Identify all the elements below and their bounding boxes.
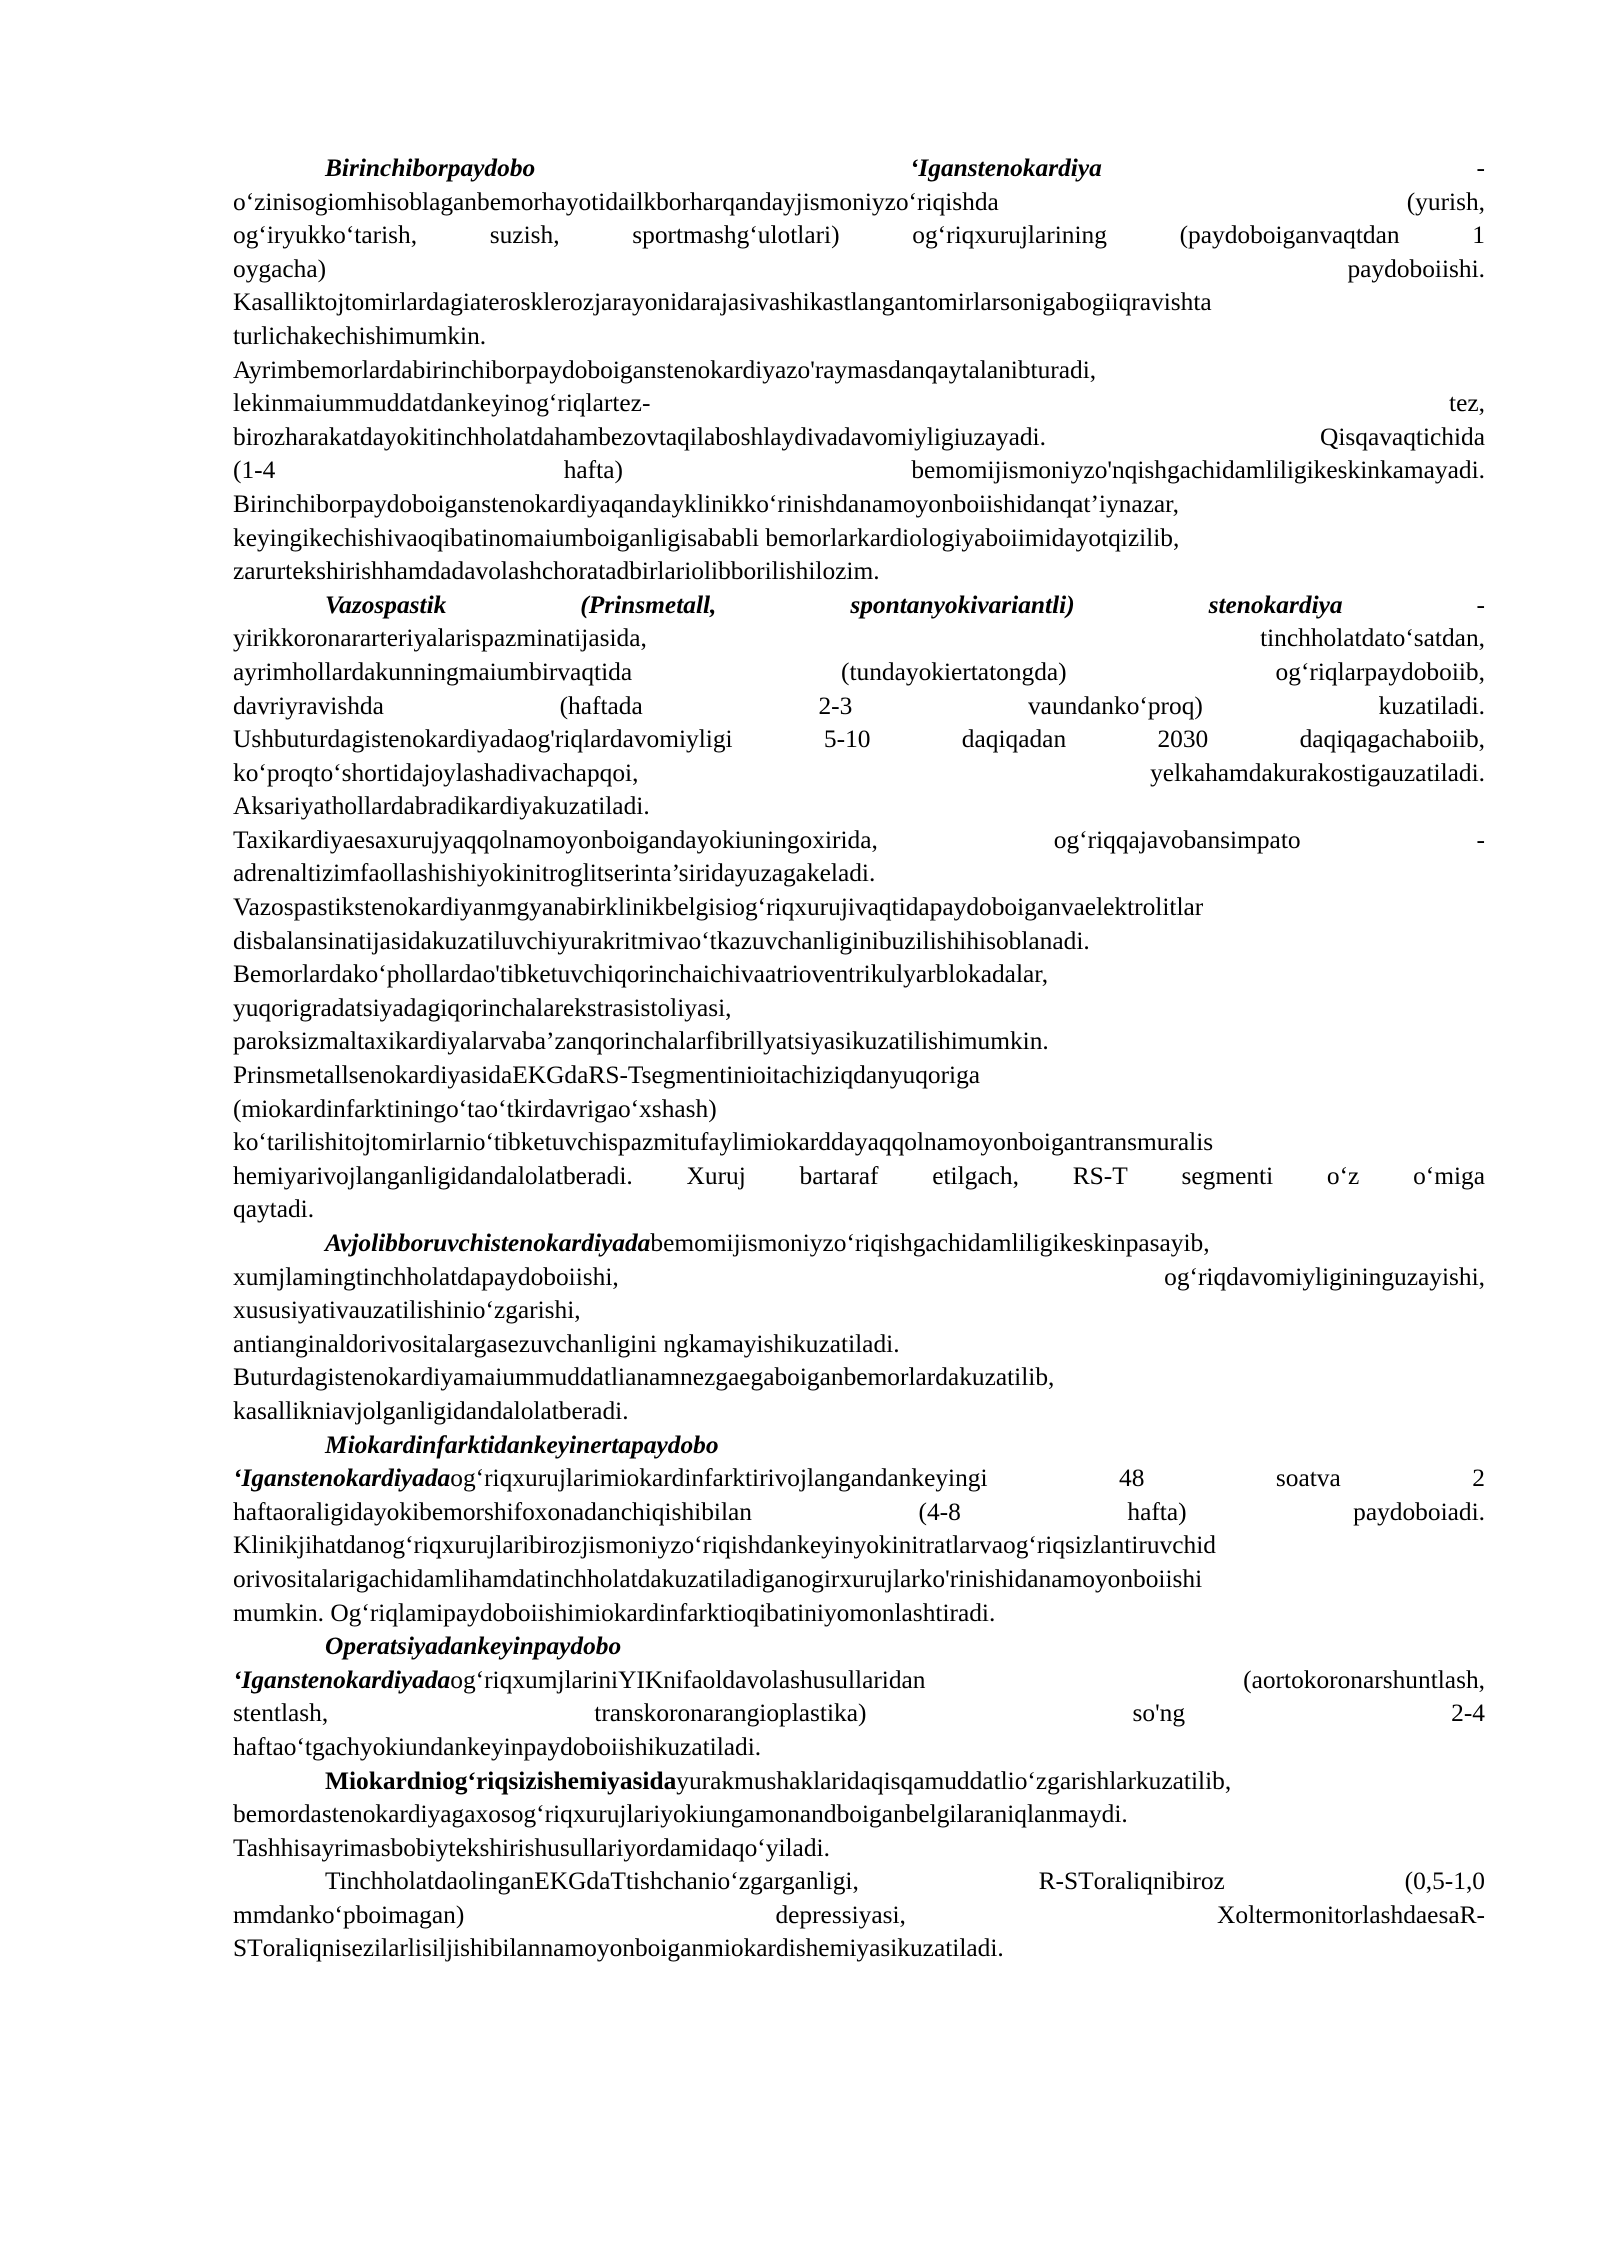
word-group [325, 1865, 859, 1899]
text-line [233, 790, 1485, 824]
emphasized-text: spontanyokivariantli) [850, 590, 1075, 619]
text-run: og‘riqqajavobansimpato [1053, 825, 1301, 854]
text-run: transkoronarangioplastika) [594, 1699, 867, 1728]
text-line [233, 1899, 1485, 1933]
text-run: 1 [1472, 221, 1485, 250]
word-group [910, 152, 1102, 186]
text-run: qaytadi. [233, 1195, 315, 1224]
text-run: yirikkoronararteriyalarispazminatijasida, [233, 624, 647, 653]
word-group [233, 824, 878, 858]
text-run: bemordastenokardiyagaxosog‘riqxurujlariyokiungamonandboiganbelgilaraniqlanmaydi. [233, 1800, 1128, 1829]
text-line [233, 824, 1485, 858]
word-group [932, 1160, 1019, 1194]
word-group [233, 857, 875, 891]
text-run: og‘riqxurujlarimiokardinfarktirivojlangandankeyingi [450, 1464, 988, 1493]
text-line [233, 1328, 1485, 1362]
word-group [233, 421, 1046, 455]
emphasized-text: ‘Iganstenokardiyada [233, 1665, 451, 1694]
word-group [1164, 1261, 1485, 1295]
emphasized-text: Miokardinfarktidankeyinertapaydobo [325, 1430, 719, 1459]
text-run: o‘zinisogiomhisoblaganbemorhayotidailkborharqandayjismoniyzo‘riqishda [233, 187, 999, 216]
word-group [1028, 690, 1203, 724]
emphasized-text: Birinchiborpaydobo [325, 154, 536, 182]
text-run: Klinikjihatdanog‘riqxurujlaribirozjismoniyzo‘riqishdankeyinyokinitratlarvaog‘riqsizlantiruvchid [233, 1531, 1216, 1560]
text-run: kuzatiladi. [1378, 691, 1485, 720]
text-run: Xuruj [686, 1161, 746, 1190]
text-run: bemomijismoniyzo'nqishgachidamliligikeskinkamayadi. [911, 456, 1485, 485]
emphasized-text: stenokardiya [1208, 590, 1343, 619]
word-group [233, 891, 1203, 925]
text-line [233, 253, 1485, 287]
text-run: Tashhisayrimasbobiytekshirishusullariyordamidaqo‘yiladi. [233, 1833, 830, 1862]
text-run: - [1476, 590, 1485, 619]
emphasized-text: Operatsiyadankeyinpaydobo [325, 1632, 622, 1661]
text-run: hafta) [1127, 1497, 1187, 1526]
word-group [490, 219, 560, 253]
text-run: Vazospastikstenokardiyanmgyanabirklinikbelgisiog‘riqxurujivaqtidapaydoboiganvaelektrolitlar [233, 893, 1204, 922]
text-run: zarurtekshirishhamdadavolashchoratadbirlariolibborilishilozim. [233, 557, 880, 586]
text-run: disbalansinatijasidakuzatiluvchiyurakritmivao‘tkazuvchanliginibuzilishihisoblanadi. [233, 926, 1090, 955]
word-group [233, 1328, 900, 1362]
text-line [233, 992, 1485, 1026]
text-line [233, 1630, 1485, 1664]
word-group [1379, 690, 1485, 724]
text-line [233, 1865, 1485, 1899]
word-group [233, 522, 1179, 556]
text-run: keyingikechishivaoqibatinomaiumboiganligisababli bemorlarkardiologiyaboiimidayotqizilib, [233, 523, 1180, 552]
word-group [1260, 622, 1485, 656]
text-run: Kasalliktojtomirlardagiaterosklerozjarayonidarajasivashikastlangantomirlarsonigabogiiqravishta [233, 288, 1212, 317]
text-line [233, 723, 1485, 757]
text-line [233, 1597, 1485, 1631]
text-run: kasallikniavjolganligidandalolatberadi. [233, 1396, 629, 1425]
word-group [1327, 1160, 1359, 1194]
emphasized-text: ‘Iganstenokardiya [909, 154, 1102, 182]
word-group [1449, 387, 1485, 421]
text-line [233, 1059, 1485, 1093]
text-line [233, 454, 1485, 488]
emphasized-text: Miokardniog‘riqsizishemiyasida [325, 1766, 677, 1795]
word-group [233, 1361, 1054, 1395]
word-group [1407, 186, 1485, 220]
word-group [233, 1261, 619, 1295]
text-run: suzish, [489, 221, 560, 250]
text-line [233, 857, 1485, 891]
text-run: Taxikardiyaesaxurujyaqqolnamoyonboigandayokiuningoxirida, [233, 825, 878, 854]
text-line [233, 1496, 1485, 1530]
text-run: Birinchiborpaydoboiganstenokardiyaqandayklinikko‘rinishdanamoyonboiishidanqat’iynazar, [233, 489, 1179, 518]
text-line [233, 757, 1485, 791]
word-group [1054, 824, 1301, 858]
text-run: Buturdagistenokardiyamaiummuddatlianamnezgaegaboiganbemorlardakuzatilib, [233, 1363, 1055, 1392]
document-body [233, 152, 1485, 1966]
text-line [233, 186, 1485, 220]
word-group [233, 958, 1048, 992]
word-group [233, 1294, 581, 1328]
text-line [233, 1395, 1485, 1429]
text-run: paydoboiadi. [1353, 1497, 1485, 1526]
word-group [580, 589, 716, 623]
text-run: og‘riqxumjlariniYIKnifaoldavolashusullaridan [450, 1665, 926, 1694]
word-group [233, 555, 880, 589]
word-group [233, 1059, 980, 1093]
emphasized-text: ‘Iganstenokardiyada [233, 1464, 451, 1493]
word-group [1133, 1697, 1186, 1731]
text-run: hemiyarivojlanganligidandalolatberadi. [233, 1161, 633, 1190]
word-group [233, 1462, 988, 1496]
text-run: STоraliqnisezilarlisiljishibilannamoyonboiganmiokardishemiyasikuzatiladi. [233, 1934, 1004, 1963]
text-run: PrinsmetallsenokardiyasidaEKGdaRS-Tsegmentinioitachiziqdanyuqoriga [233, 1061, 981, 1090]
text-run: tinchholatdato‘satdan, [1260, 624, 1485, 653]
word-group [962, 723, 1066, 757]
text-line [233, 522, 1485, 556]
text-line [233, 1227, 1485, 1261]
word-group [233, 253, 326, 287]
word-group [1217, 1899, 1485, 1933]
text-run: paydoboiishi. [1347, 254, 1485, 283]
text-run: 5-10 [823, 725, 871, 754]
text-line [233, 891, 1485, 925]
text-run: Bemorlardako‘phollardao'tibketuvchiqorinchaichivaatrioventrikulyarblokadalar, [233, 960, 1049, 989]
text-line [233, 1160, 1485, 1194]
word-group [233, 1025, 1049, 1059]
emphasized-text: Avjolibboruvchistenokardiyada [325, 1229, 651, 1257]
text-run: ayrimhollardakunningmaiumbirvaqtida [233, 657, 633, 686]
text-run: R-STоraliqnibiroz [1038, 1867, 1225, 1896]
word-group [911, 454, 1485, 488]
word-group [233, 1093, 717, 1127]
text-line [233, 354, 1485, 388]
word-group [1180, 219, 1400, 253]
word-group [233, 925, 1090, 959]
text-line [233, 1832, 1485, 1866]
word-group [775, 1899, 905, 1933]
word-group [233, 186, 999, 220]
text-line [233, 1563, 1485, 1597]
word-group [233, 1160, 633, 1194]
word-group [233, 790, 650, 824]
text-run: (paydoboiganvaqtdan [1179, 221, 1400, 250]
text-run: (miokardinfarktiningo‘tao‘tkirdavrigao‘xshash) [233, 1094, 717, 1123]
text-run: 2-4 [1451, 1699, 1485, 1728]
word-group [1353, 1496, 1485, 1530]
word-group [1276, 656, 1485, 690]
text-run: daqiqadan [961, 725, 1067, 754]
word-group [1347, 253, 1485, 287]
text-run: og‘riqxurujlarining [912, 221, 1107, 250]
text-run: 48 [1119, 1464, 1145, 1493]
text-run: depressiyasi, [775, 1900, 906, 1929]
word-group [325, 1429, 719, 1463]
text-line [233, 1697, 1485, 1731]
text-line [233, 1361, 1485, 1395]
text-run: daqiqagachaboiib, [1299, 725, 1485, 754]
text-run: Aksariyathollardabradikardiyakuzatiladi. [233, 792, 650, 821]
text-run: xususiyativauzatilishinio‘zgarishi, [233, 1296, 581, 1325]
text-line [233, 622, 1485, 656]
text-run: Qisqavaqtichida [1320, 422, 1485, 451]
word-group [1472, 1462, 1485, 1496]
word-group [850, 589, 1074, 623]
word-group [233, 1597, 995, 1631]
text-line [233, 925, 1485, 959]
word-group [1405, 1865, 1485, 1899]
word-group [233, 488, 1179, 522]
word-group [1477, 152, 1485, 186]
text-line [233, 1126, 1485, 1160]
text-line [233, 1429, 1485, 1463]
text-run: - [1476, 825, 1485, 854]
text-run: bemomijismoniyzo‘riqishgachidamliligikeskinpasayib, [650, 1229, 1210, 1257]
word-group [233, 354, 1096, 388]
word-group [800, 1160, 879, 1194]
text-run: TinchholatdaolinganEKGdaTtishchanio‘zgarganligi, [325, 1867, 859, 1896]
word-group [233, 1496, 752, 1530]
text-run: so'ng [1132, 1699, 1186, 1728]
text-run: sportmashg‘ulotlari) [632, 221, 840, 250]
word-group [233, 1664, 926, 1698]
word-group [233, 757, 638, 791]
emphasized-text: Vazospastik [325, 590, 447, 619]
word-group [1181, 1160, 1273, 1194]
text-line [233, 1765, 1485, 1799]
text-line [233, 1093, 1485, 1127]
word-group [233, 387, 650, 421]
word-group [233, 320, 486, 354]
text-run: lekinmaiummuddatdankeyinog‘riqlartez- [233, 389, 651, 418]
text-run: XoltermonitorlashdaesaR- [1217, 1900, 1485, 1929]
text-run: - [1476, 154, 1485, 182]
word-group [325, 1630, 621, 1664]
word-group [1243, 1664, 1485, 1698]
word-group [233, 723, 733, 757]
text-line [233, 1025, 1485, 1059]
text-run: ko‘proqto‘shortidajoylashadivachapqoi, [233, 758, 639, 787]
text-run: Ushbuturdagistenokardiyadaog'riqlardavomiyligi [233, 725, 733, 754]
text-line [233, 152, 1485, 186]
word-group [233, 622, 647, 656]
text-run: (haftada [559, 691, 643, 720]
text-line [233, 1261, 1485, 1295]
text-run: 2030 [1157, 725, 1209, 754]
text-run: (yurish, [1406, 187, 1485, 216]
text-line [233, 286, 1485, 320]
word-group [233, 1798, 1128, 1832]
word-group [233, 1731, 761, 1765]
word-group [1127, 1496, 1186, 1530]
text-run: etilgach, [932, 1161, 1019, 1190]
word-group [233, 1395, 629, 1429]
word-group [560, 690, 643, 724]
word-group [325, 152, 535, 186]
text-line [233, 958, 1485, 992]
word-group [919, 1496, 961, 1530]
word-group [687, 1160, 746, 1194]
word-group [1413, 1160, 1485, 1194]
word-group [594, 1697, 866, 1731]
word-group [1451, 1697, 1485, 1731]
text-run: ko‘tarilishitojtomirlarnio‘tibketuvchispazmitufaylimiokarddayaqqolnamoyonboigantransmuralis [233, 1128, 1214, 1157]
word-group [841, 656, 1067, 690]
text-line [233, 320, 1485, 354]
text-run: antianginaldorivositalargasezuvchanligini ngkamayishikuzatiladi. [233, 1329, 900, 1358]
word-group [325, 1227, 1210, 1261]
text-run: turlichakechishimumkin. [233, 321, 487, 350]
word-group [1300, 723, 1485, 757]
text-run: mumkin. Og‘riqlamipaydoboiishimiokardinfarktioqibatiniyomonlashtiradi. [233, 1598, 996, 1627]
text-line [233, 1529, 1485, 1563]
word-group [1157, 723, 1208, 757]
text-line [233, 690, 1485, 724]
word-group [1477, 589, 1485, 623]
word-group [233, 1697, 328, 1731]
text-run: yelkahamdakurakostigauzatiladi. [1150, 758, 1485, 787]
word-group [233, 1193, 314, 1227]
text-run: paroksizmaltaxikardiyalarvaba’zanqorinchalarfibrillyatsiyasikuzatilishimumkin. [233, 1027, 1049, 1056]
text-run: haftao‘tgachyokiundankeyinpaydoboiishikuzatiladi. [233, 1732, 762, 1761]
text-run: haftaoraligidayokibemorshifoxonadanchiqishibilan [233, 1497, 752, 1526]
text-line [233, 656, 1485, 690]
text-run: og‘riqlarpaydoboiib, [1275, 657, 1485, 686]
word-group [233, 1932, 1004, 1966]
word-group [1039, 1865, 1225, 1899]
word-group [233, 992, 732, 1026]
word-group [632, 219, 839, 253]
text-run: vaundanko‘proq) [1027, 691, 1203, 720]
text-run: (4-8 [918, 1497, 961, 1526]
text-run: o‘z [1326, 1161, 1360, 1190]
word-group [233, 454, 275, 488]
word-group [818, 690, 852, 724]
emphasized-text: (Prinsmetall, [580, 590, 717, 619]
text-line [233, 488, 1485, 522]
word-group [824, 723, 871, 757]
text-run: soatva [1275, 1464, 1341, 1493]
text-line [233, 1193, 1485, 1227]
word-group [1472, 219, 1485, 253]
word-group [1150, 757, 1485, 791]
text-run: 2-3 [818, 691, 853, 720]
text-run: stentlash, [233, 1699, 329, 1728]
text-run: o‘miga [1413, 1161, 1485, 1190]
text-run: adrenaltizimfaollashishiyokinitroglitserinta’siridayuzagakeladi. [233, 859, 876, 888]
word-group [233, 656, 632, 690]
word-group [912, 219, 1107, 253]
text-run: Ayrimbemorlardabirinchiborpaydoboiganstenokardiyazo'raymasdanqaytalanibturadi, [233, 355, 1097, 384]
text-run: 2 [1472, 1464, 1485, 1493]
text-line [233, 555, 1485, 589]
word-group [564, 454, 623, 488]
text-line [233, 1294, 1485, 1328]
text-run: (1-4 [233, 456, 276, 485]
text-run: xumjlamingtinchholatdapaydoboiishi, [233, 1262, 619, 1291]
text-line [233, 1664, 1485, 1698]
word-group [325, 589, 446, 623]
text-run: (0,5-1,0 [1404, 1867, 1485, 1896]
word-group [1276, 1462, 1341, 1496]
word-group [233, 1832, 830, 1866]
word-group [233, 219, 417, 253]
word-group [1477, 824, 1485, 858]
text-run: (aortokoronarshuntlash, [1243, 1665, 1485, 1694]
text-line [233, 1462, 1485, 1496]
word-group [1119, 1462, 1144, 1496]
word-group [1320, 421, 1485, 455]
word-group [233, 1563, 1202, 1597]
word-group [233, 1529, 1216, 1563]
text-run: tez, [1449, 389, 1485, 418]
text-line [233, 421, 1485, 455]
text-run: birozharakatdayokitinchholatdahambezovtaqilaboshlaydivadavomiyligiuzayadi. [233, 422, 1046, 451]
word-group [233, 1126, 1213, 1160]
text-run: orivositalarigachidamlihamdatinchholatdakuzatiladiganogirxurujlarko'rinishidanamoyonboiishi [233, 1564, 1203, 1593]
word-group [233, 286, 1212, 320]
text-line [233, 1798, 1485, 1832]
text-run: oygacha) [233, 254, 327, 283]
word-group [233, 1899, 464, 1933]
text-line [233, 219, 1485, 253]
text-run: davriyravishda [233, 691, 384, 720]
word-group [325, 1765, 1231, 1799]
text-run: bartaraf [799, 1161, 879, 1190]
text-run: hafta) [563, 456, 623, 485]
word-group [1209, 589, 1343, 623]
text-run: segmenti [1181, 1161, 1274, 1190]
word-group [1073, 1160, 1128, 1194]
text-run: mmdanko‘pboimagan) [233, 1900, 465, 1929]
text-line [233, 387, 1485, 421]
text-run: (tundayokiertatongda) [841, 657, 1067, 686]
text-run: yuqorigradatsiyadagiqorinchalarekstrasistoliyasi, [233, 993, 732, 1022]
text-run: og‘riqdavomiyligininguzayishi, [1164, 1262, 1485, 1291]
text-run: og‘iryukko‘tarish, [233, 221, 418, 250]
text-run: yurakmushaklaridaqisqamuddatlio‘zgarishlarkuzatilib, [676, 1766, 1232, 1795]
text-line [233, 589, 1485, 623]
text-run: RS-T [1072, 1161, 1128, 1190]
text-line [233, 1932, 1485, 1966]
text-line [233, 1731, 1485, 1765]
word-group [233, 690, 384, 724]
